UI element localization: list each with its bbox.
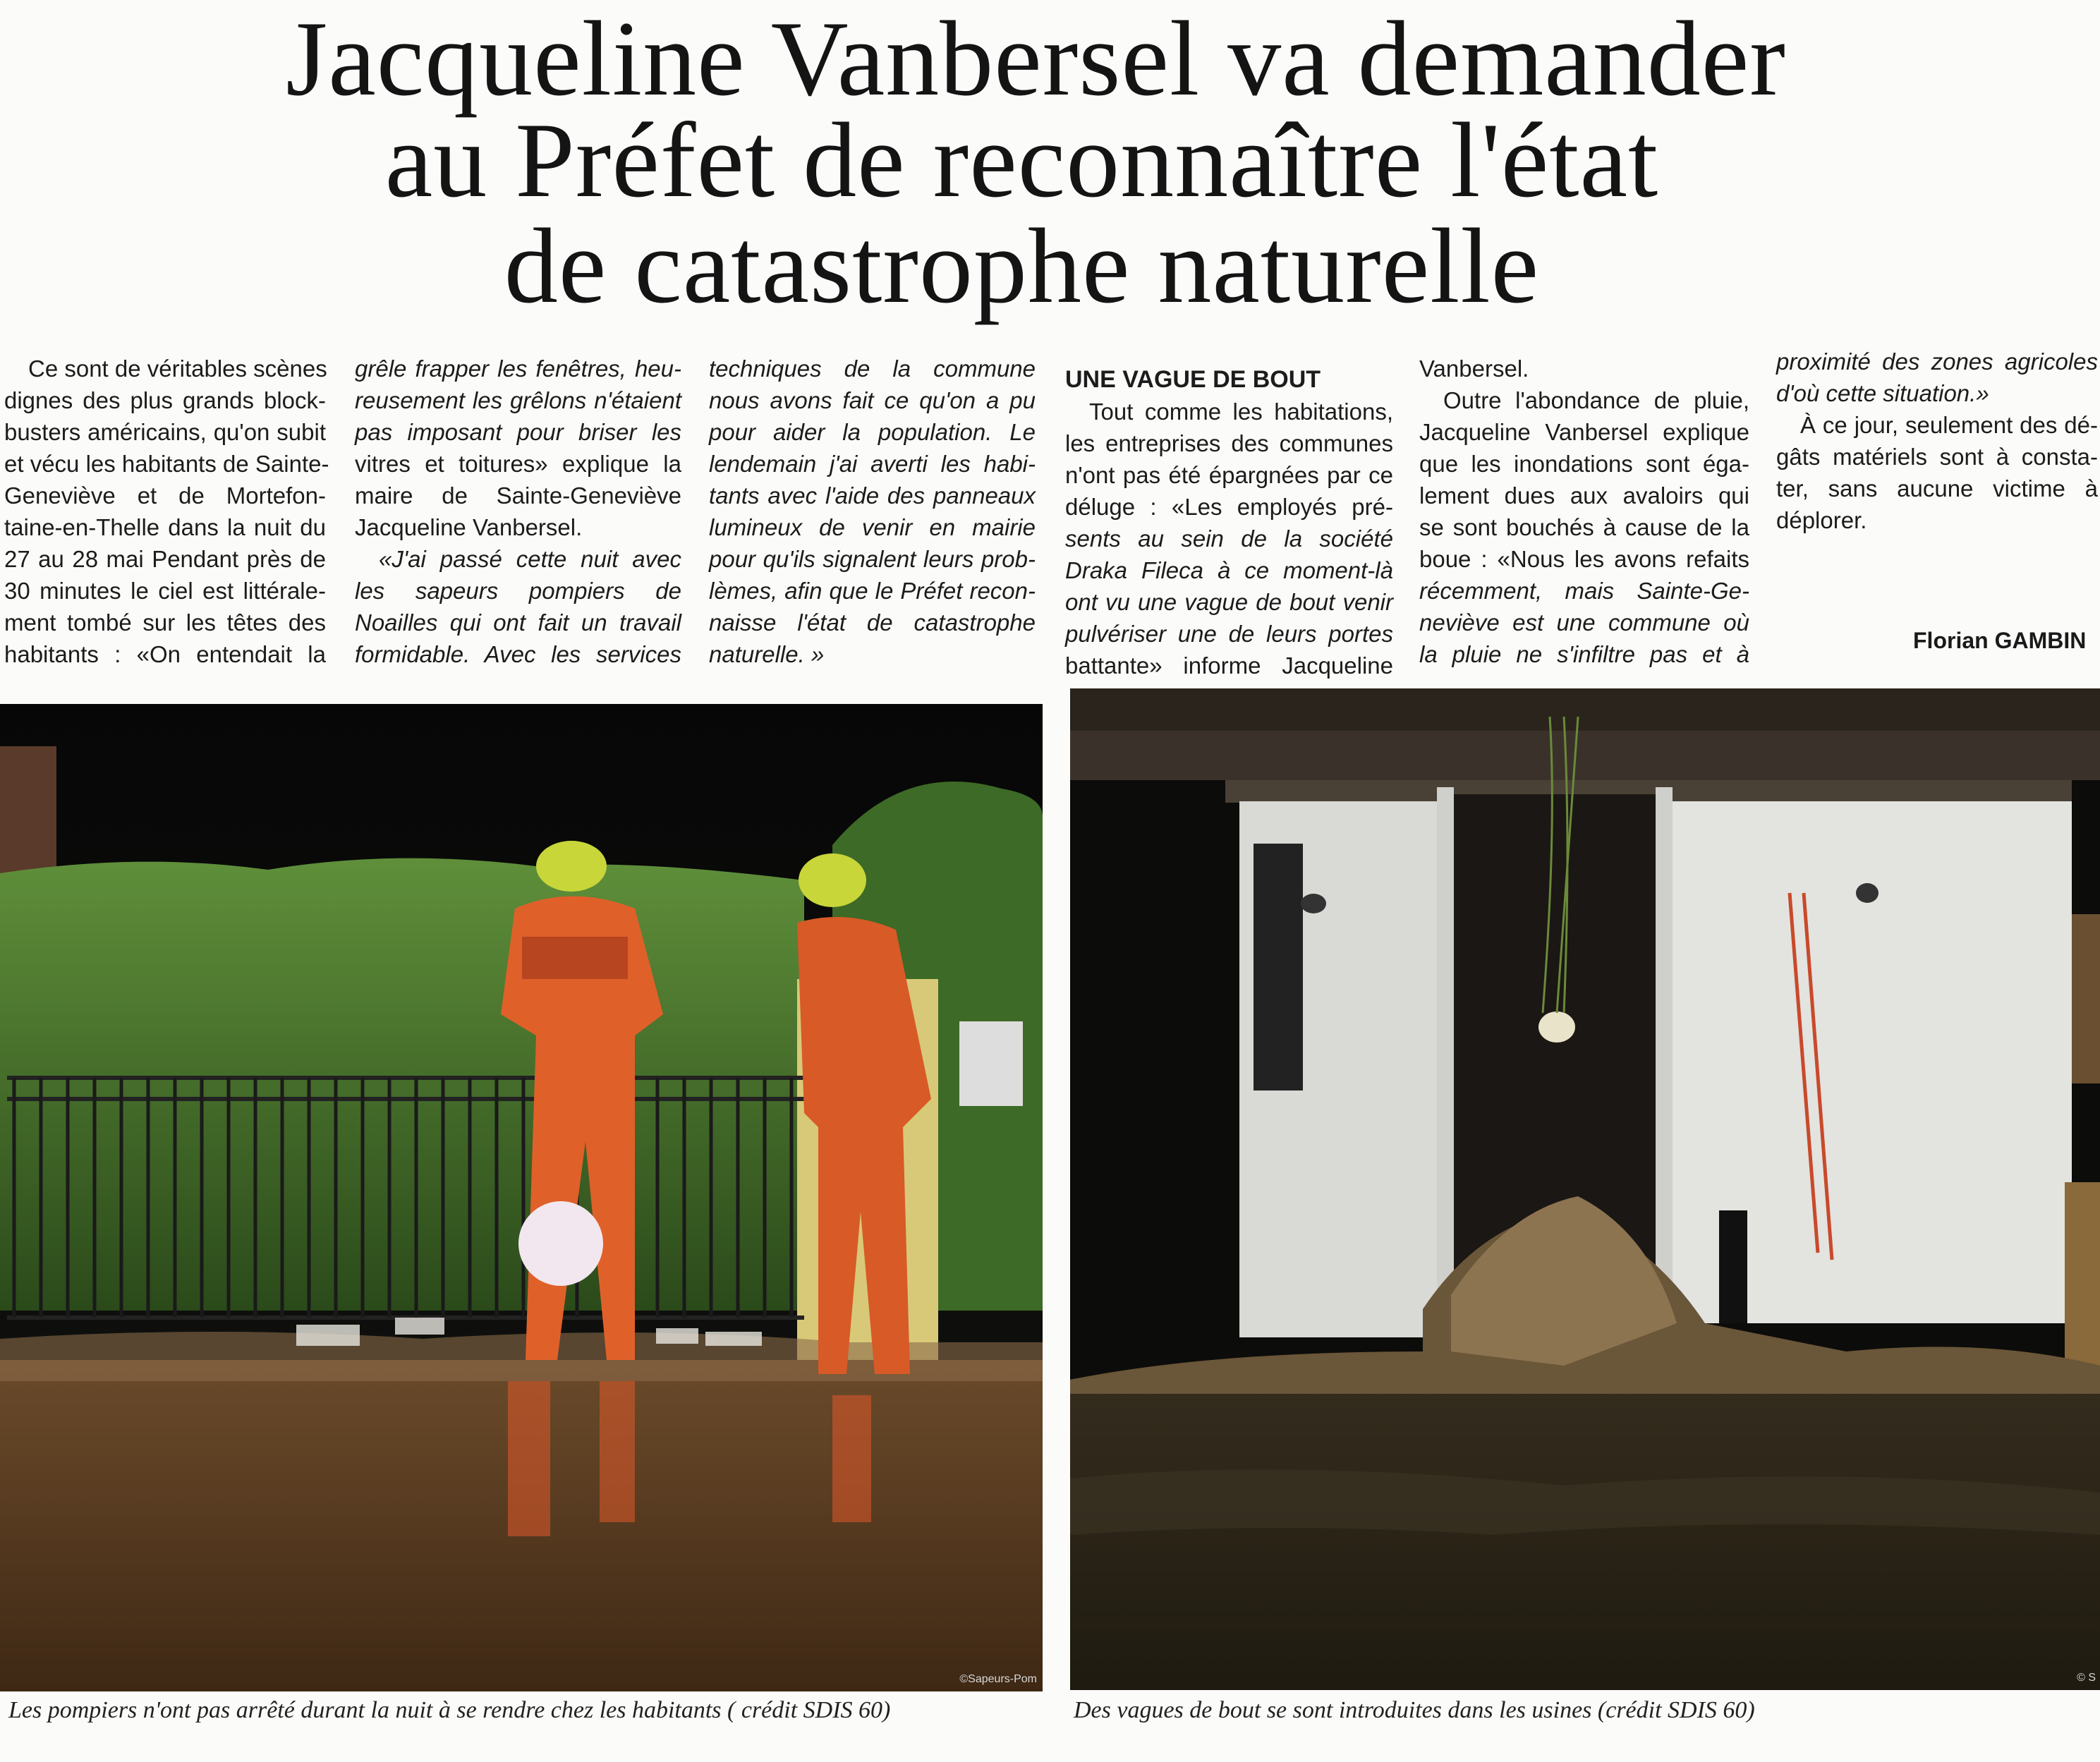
photo-credit-left: ©Sapeurs-Pom	[959, 1673, 1037, 1685]
text-line: Geneviève et de Mortefon-	[4, 482, 326, 509]
quote-text: naturelle. »	[709, 641, 825, 667]
text-line	[1065, 618, 1393, 650]
text-line	[1065, 523, 1393, 554]
quote-text: formidable. Avec les services	[355, 641, 681, 667]
text-line	[1776, 346, 2098, 377]
text-line: Vanbersel.	[1419, 356, 1529, 382]
quote-text: pour qu'ils signalent leurs prob-	[709, 546, 1036, 572]
text-line	[1419, 638, 1749, 670]
article-column-5	[1419, 353, 1749, 670]
quote-text: pour aider la population. Le	[709, 419, 1036, 445]
text-line: Outre l'abondance de pluie,	[1443, 387, 1749, 413]
text-line: que les inondations sont éga-	[1419, 451, 1749, 477]
quote-text: lendemain j'ai averti les habi-	[709, 451, 1036, 477]
quote-text: naisse l'état de catastrophe	[709, 609, 1036, 636]
quote-text: «J'ai passé cette nuit avec	[379, 546, 681, 572]
headline-line-2: au Préfet de reconnaître l'état	[384, 101, 1659, 219]
text-line: Tout comme les habitations,	[1089, 399, 1393, 425]
quote-text: nous avons fait ce qu'on a pu	[709, 387, 1036, 413]
quote-text: la pluie ne s'infiltre pas et à	[1419, 641, 1749, 667]
photo-credit-right: © S	[2077, 1672, 2096, 1684]
text-line: À ce jour, seulement des dé-	[1800, 412, 2098, 438]
text-line: taine-en-Thelle dans la nuit du	[4, 514, 326, 540]
text-line	[709, 353, 1036, 384]
quote-text: les sapeurs pompiers de	[355, 578, 681, 604]
text-line: se sont bouchés à cause de la	[1419, 514, 1749, 540]
text-line	[709, 448, 1036, 480]
quote-text: neviève est une commune où	[1419, 609, 1749, 636]
text-line	[355, 575, 681, 607]
text-line: lement dues aux avaloirs qui	[1419, 482, 1749, 509]
quote-text: Draka Fileca à ce moment-là	[1065, 557, 1393, 583]
text-line: vitres et toitures» explique la	[355, 451, 681, 477]
photo-firefighters	[0, 704, 1043, 1691]
text-line	[1419, 575, 1749, 607]
text-line	[355, 638, 681, 670]
text-line	[355, 416, 681, 448]
article-column-1	[4, 353, 329, 670]
text-line	[355, 607, 681, 638]
text-line	[1419, 607, 1749, 638]
text-line: déplorer.	[1776, 507, 1867, 533]
quote-text: pulvériser une de leurs portes	[1065, 621, 1393, 647]
text-line: déluge : «Les employés pré-	[1065, 494, 1393, 520]
article-column-4	[1065, 363, 1393, 681]
quote-text: Noailles qui ont fait un travail	[355, 609, 681, 636]
text-line: habitants : «On entendait la	[4, 641, 326, 667]
quote-text: grêle frapper les fenêtres, heu-	[355, 356, 681, 382]
text-line: Jacqueline Vanbersel.	[355, 514, 583, 540]
text-line: Jacqueline Vanbersel explique	[1419, 419, 1749, 445]
text-line	[709, 416, 1036, 448]
text-line: Ce sont de véritables scènes	[28, 356, 327, 382]
text-line	[1776, 377, 2098, 409]
headline-line-1: Jacqueline Vanbersel va demander	[286, 0, 1786, 118]
text-line	[355, 543, 681, 575]
article-column-3	[709, 353, 1036, 670]
quote-text: ont vu une vague de bout venir	[1065, 589, 1393, 615]
text-line	[355, 353, 681, 384]
text-line	[709, 575, 1036, 607]
text-line: dignes des plus grands block-	[4, 387, 326, 413]
text-line: et vécu les habitants de Sainte-	[4, 451, 329, 477]
text-line: battante» informe Jacqueline	[1065, 652, 1393, 679]
text-line	[1065, 554, 1393, 586]
caption-left: Les pompiers n'ont pas arrêté durant la nuit à se rendre chez les habitants ( crédit SDIS 60)	[8, 1697, 891, 1723]
text-line	[709, 638, 1036, 670]
quote-text: lèmes, afin que le Préfet recon-	[709, 578, 1036, 604]
caption-right: Des vagues de bout se sont introduites dans les usines (crédit SDIS 60)	[1074, 1697, 1755, 1723]
section-subhead: UNE VAGUE DE BOUT	[1065, 366, 1321, 393]
quote-text: récemment, mais Sainte-Ge-	[1419, 578, 1749, 604]
text-line: busters américains, qu'on subit	[4, 419, 326, 445]
text-line	[709, 384, 1036, 416]
quote-text: sents au sein de la société	[1065, 525, 1393, 552]
text-line: 30 minutes le ciel est littérale-	[4, 578, 326, 604]
text-line: gâts matériels sont à consta-	[1776, 444, 2098, 470]
quote-text: lumineux de venir en mairie	[709, 514, 1036, 540]
text-line: 27 au 28 mai Pendant près de	[4, 546, 326, 572]
text-line: n'ont pas été épargnées par ce	[1065, 462, 1393, 488]
text-line	[709, 607, 1036, 638]
text-line	[709, 511, 1036, 543]
text-line: ter, sans aucune victime à	[1776, 475, 2098, 502]
byline: Florian GAMBIN	[1913, 628, 2087, 653]
text-line: boue : «Nous les avons refaits	[1419, 546, 1749, 572]
text-line	[1065, 586, 1393, 618]
text-line: ment tombé sur les têtes des	[4, 609, 326, 636]
text-line: les entreprises des communes	[1065, 430, 1393, 456]
text-line	[355, 384, 681, 416]
quote-text: techniques de la commune	[709, 356, 1036, 382]
photo-factory-interior	[1070, 688, 2100, 1690]
text-line	[709, 543, 1036, 575]
quote-text: reusement les grêlons n'étaient	[355, 387, 681, 413]
article-column-2	[355, 353, 681, 670]
quote-text: proximité des zones agricoles	[1776, 348, 2098, 375]
quote-text: tants avec l'aide des panneaux	[709, 482, 1036, 509]
text-line: maire de Sainte-Geneviève	[355, 482, 681, 509]
text-line	[709, 480, 1036, 511]
quote-text: pas imposant pour briser les	[355, 419, 681, 445]
quote-text: d'où cette situation.»	[1776, 380, 1989, 406]
headline-line-3: de catastrophe naturelle	[504, 207, 1540, 325]
article-column-6	[1776, 346, 2098, 536]
